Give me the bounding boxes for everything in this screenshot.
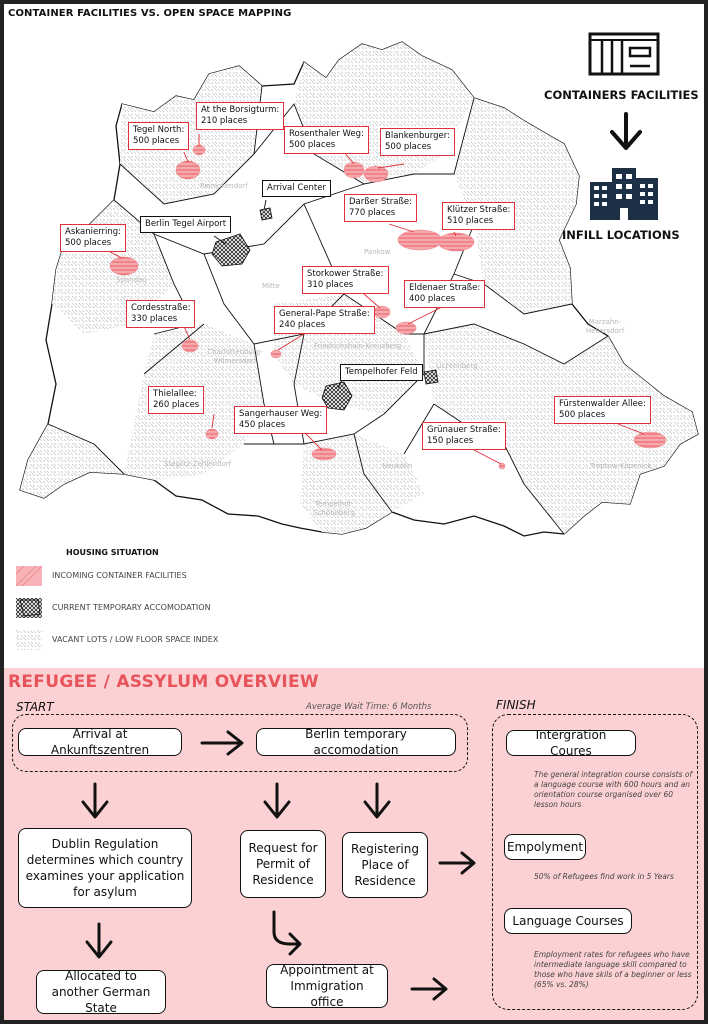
containers-facilities-label: CONTAINERS FACILITIES [544, 88, 699, 102]
facility-label: At the Borsigturm: 210 places [196, 102, 284, 130]
pink-hatch-icon [16, 566, 42, 586]
dublin-box: Dublin Regulation determines which country examines your application for asylum [18, 828, 192, 908]
facility-label: Askanierring: 500 places [60, 224, 126, 252]
temporary-accommodation-box: Berlin temporary accomodation [256, 728, 456, 756]
employment-box: Empolyment [504, 834, 586, 860]
arrow-down-icon [606, 110, 646, 154]
facility-label: Klützer Straße: 510 places [442, 202, 515, 230]
district-label: Friedrichshain-Kreuzberg [314, 342, 402, 350]
site-label: Berlin Tegel Airport [140, 216, 231, 233]
legend-item: CURRENT TEMPORARY ACCOMODATION [12, 598, 312, 620]
arrow-curved-icon [266, 908, 306, 956]
arrow-right-icon [436, 848, 480, 878]
district-label: Tempelhof-Schöneberg [313, 500, 355, 517]
district-label: Lichtenberg [436, 362, 478, 370]
arrow-down-icon [260, 780, 294, 822]
facility-label: Thielallee: 260 places [148, 386, 204, 414]
overview-title: REFUGEE / ASSYLUM OVERVIEW [8, 672, 319, 692]
facility-label: Grünauer Straße: 150 places [422, 422, 506, 450]
legend-item: INCOMING CONTAINER FACILITIES [12, 566, 312, 588]
infill-locations-label: INFILL LOCATIONS [562, 228, 680, 242]
district-label: Mitte [262, 282, 280, 290]
district-label: Steglitz-Zehlendorf [164, 460, 232, 468]
site-label: Tempelhofer Feld [340, 364, 423, 381]
dark-hatch-icon [16, 598, 42, 618]
arrow-down-icon [78, 780, 112, 822]
arrival-box: Arrival at Ankunftszentren [18, 728, 182, 756]
language-box: Language Courses [504, 908, 632, 934]
district-label: Marzahn-Hellersdorf [585, 318, 625, 335]
allocated-box: Allocated to another German State [36, 970, 166, 1014]
employment-note: 50% of Refugees find work in 5 Years [534, 872, 674, 881]
overview-section [4, 668, 704, 1020]
arrow-down-icon [360, 780, 394, 822]
wait-time: Average Wait Time: 6 Months [306, 702, 432, 712]
site-label: Arrival Center [262, 180, 331, 197]
facility-label: Tegel North: 500 places [128, 122, 189, 150]
arrow-down-icon [82, 920, 116, 962]
facility-label: Rosenthaler Weg: 500 places [284, 126, 369, 154]
district-label: Spandau [116, 276, 147, 284]
legend-title: HOUSING SITUATION [66, 548, 159, 557]
poster [4, 4, 704, 1020]
start-label: START [16, 700, 54, 714]
building-icon [586, 164, 662, 222]
stipple-icon [16, 630, 42, 650]
finish-label: FINISH [496, 698, 536, 712]
facility-label: Cordesstraße: 330 places [126, 300, 195, 328]
language-note: Employment rates for refugees who have intermediate language skill compared to those who have skils of a beginner or less (65% vs. 28%) [534, 950, 692, 989]
facility-label: Eldenaer Straße: 400 places [404, 280, 485, 308]
facility-label: Fürstenwalder Allee: 500 places [554, 396, 651, 424]
legend-item: VACANT LOTS / LOW FLOOR SPACE INDEX [12, 630, 312, 652]
facility-label: Blankenburger: 500 places [380, 128, 455, 156]
map-title: CONTAINER FACILITIES VS. OPEN SPACE MAPPING [8, 8, 292, 19]
arrow-right-icon [198, 728, 248, 758]
integration-box: Intergration Coures [506, 730, 636, 756]
district-label: Treptow-Köpenick [590, 462, 652, 470]
arrow-right-icon [408, 974, 452, 1004]
district-label: Reinickendorf [200, 182, 248, 190]
container-icon [588, 30, 660, 78]
facility-label: Storkower Straße: 310 places [302, 266, 389, 294]
registering-box: Registering Place of Residence [342, 832, 428, 898]
facility-label: Darßer Straße: 770 places [344, 194, 417, 222]
district-label: Pankow [364, 248, 391, 256]
appointment-box: Appointment at Immigration office [266, 964, 388, 1008]
integration-note: The general integration course consists of a language course with 600 hours and an orientation course organised over 60 lesson hours [534, 770, 693, 809]
permit-box: Request for Permit of Residence [240, 830, 326, 898]
district-label: Charlottenburg-Wilmersdorf [207, 348, 263, 365]
district-label: Neukölln [382, 462, 413, 470]
facility-label: Sangerhauser Weg: 450 places [234, 406, 327, 434]
facility-label: General-Pape Straße: 240 places [274, 306, 375, 334]
